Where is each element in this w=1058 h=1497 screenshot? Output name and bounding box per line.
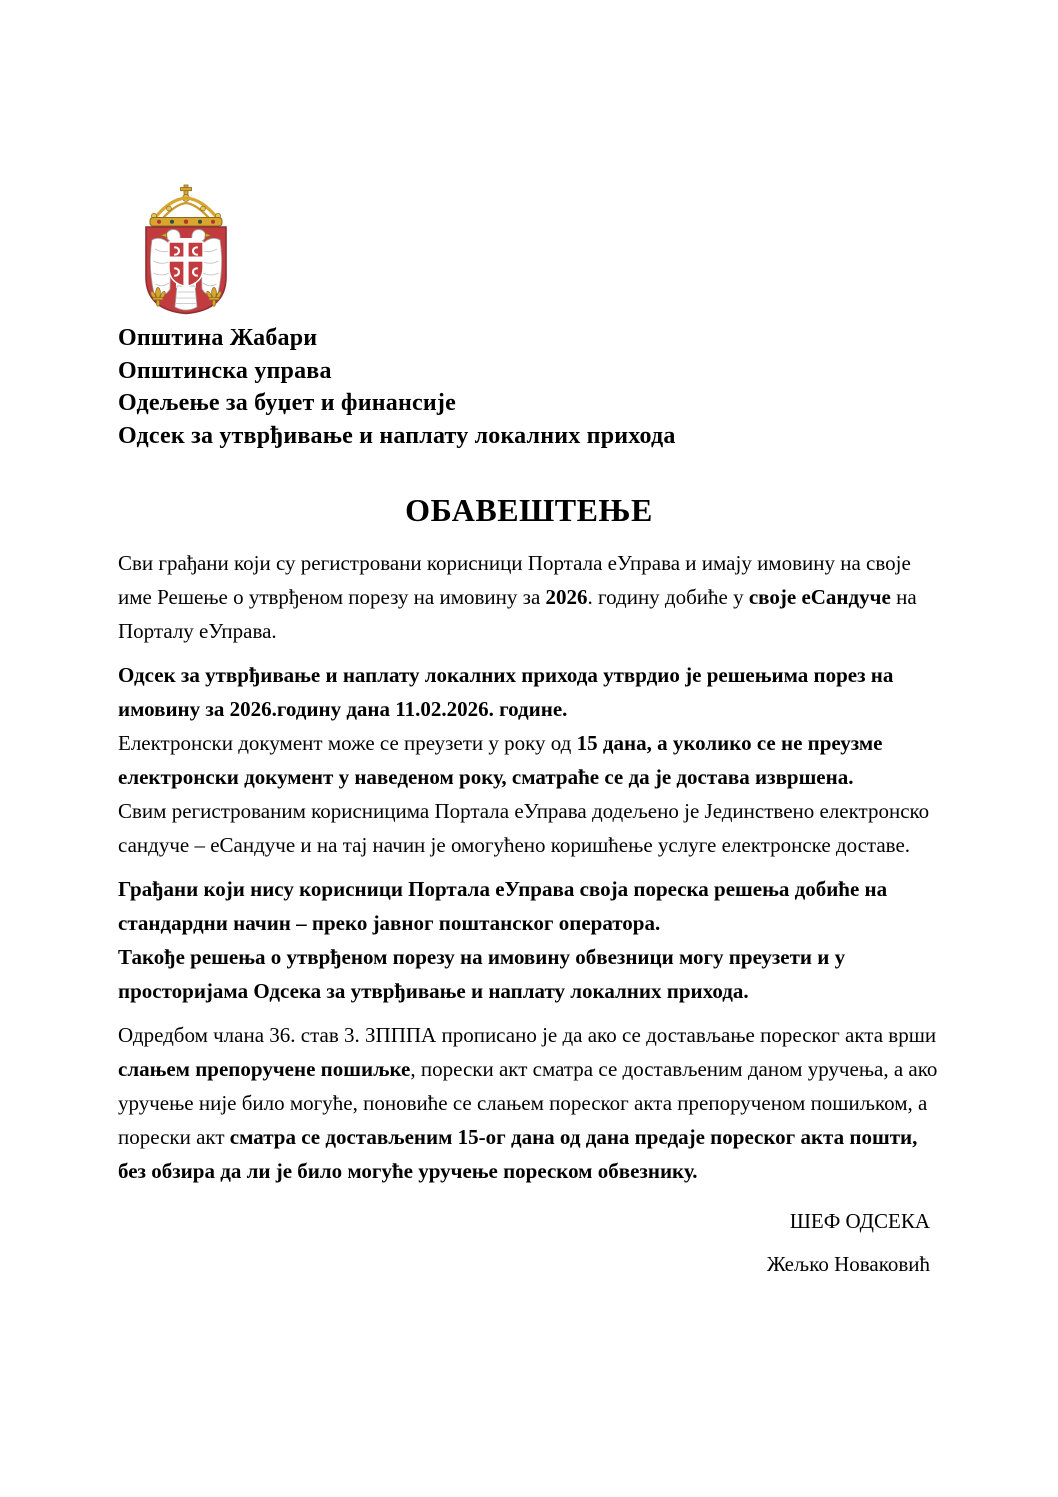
org-line-department: Одељење за буџет и финансије <box>118 390 456 416</box>
text-run: сматра се достављеним 15-ог дана од дана предаје пореског акта пошти, без обзира да ли је било могуће уручење пореском обвезнику. <box>118 1125 918 1183</box>
crown-icon <box>150 185 222 226</box>
signature-block <box>118 1204 940 1281</box>
serbia-coat-of-arms-icon <box>140 183 232 315</box>
paragraph-tax-determination <box>118 658 940 862</box>
document-title: ОБАВЕШТЕЊЕ <box>405 492 653 528</box>
org-header <box>118 322 940 452</box>
signature-name: Жељко Новаковић <box>766 1252 930 1276</box>
text-run: , порески акт сматра се достављеним даном уручења, а ако уручење није било могуће, поновиће се слањем пореског акта препорученом пошиљком, а порески акт <box>118 1057 938 1149</box>
paragraph-eportal-users <box>118 546 940 648</box>
paragraph-legal-provision <box>118 1018 940 1188</box>
text-run: Свим регистрованим корисницима Портала еУправа додељено је Јединствено електронско сандуче – еСандуче и на тај начин је омогућено коришћење услуге електронске доставе. <box>118 799 930 857</box>
text-run: Такође решења о утврђеном порезу на имовину обвезници могу преузети и у просторијама Одсека за утврђивање и наплату локалних прихода. <box>118 945 846 1003</box>
text-run: слањем препоручене пошиљке <box>118 1057 411 1081</box>
inner-shield-cross-icon <box>169 242 203 287</box>
text-run: Одредбом члана 36. став 3. ЗПППА прописано је да ако се достављање пореског акта врши <box>118 1023 937 1047</box>
text-run: . годину добиће у <box>587 585 749 609</box>
text-run: 2026 <box>545 585 588 609</box>
text-run: Грађани који нису корисници Портала еУправа своја пореска решења добиће на стандардни начин – преко јавног поштанског оператора. <box>118 877 888 935</box>
text-run: Електронски документ може се преузети у року од <box>118 731 577 755</box>
text-run: своје еСандуче <box>748 585 891 609</box>
text-run: Сви грађани који су регистровани корисници Портала еУправа и имају имовину на своје име Решење о утврђеном порезу на имовину за <box>118 551 911 609</box>
org-line-administration: Општинска управа <box>118 357 332 384</box>
text-run: Одсек за утврђивање и наплату локалних прихода утврдио је решењима порез на имовину за 2026.годину дана 11.02.2026. године. <box>118 663 894 721</box>
text-run: 15 дана, а уколико се не преузме електронски документ у наведеном року, сматраће се да је достава извршена. <box>118 731 883 789</box>
paragraph-non-users <box>118 872 940 1008</box>
org-line-section: Одсек за утврђивање и наплату локалних прихода <box>118 422 676 449</box>
org-line-municipality: Општина Жабари <box>118 325 318 351</box>
text-run: на Порталу еУправа. <box>118 585 917 643</box>
signature-role: ШЕФ ОДСЕКА <box>789 1209 930 1233</box>
